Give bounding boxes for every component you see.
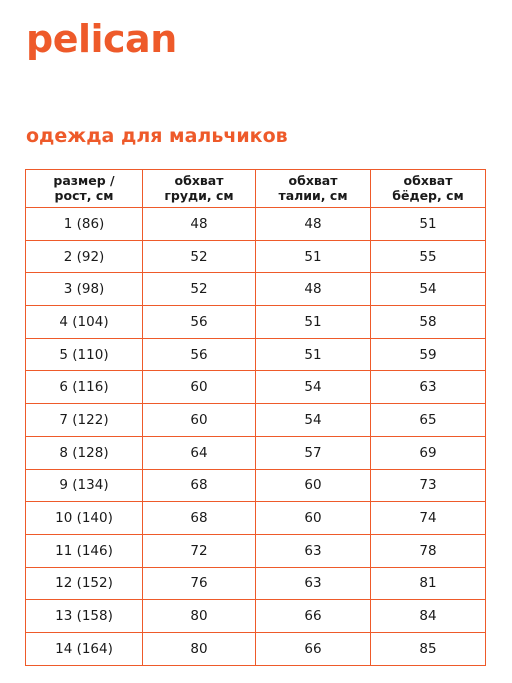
header-line: обхват bbox=[403, 173, 453, 189]
table-row bbox=[26, 306, 486, 339]
cell-hips: 73 bbox=[371, 469, 486, 502]
cell-waist: 48 bbox=[256, 208, 371, 241]
cell-size: 9 (134) bbox=[26, 469, 143, 502]
cell-waist: 48 bbox=[256, 273, 371, 306]
cell-size: 10 (140) bbox=[26, 502, 143, 535]
header-size-height bbox=[26, 170, 143, 208]
table-row bbox=[26, 208, 486, 241]
cell-size: 7 (122) bbox=[26, 404, 143, 437]
cell-hips: 69 bbox=[371, 436, 486, 469]
cell-chest: 68 bbox=[143, 502, 256, 535]
cell-hips: 58 bbox=[371, 306, 486, 339]
cell-waist: 63 bbox=[256, 567, 371, 600]
cell-waist: 60 bbox=[256, 469, 371, 502]
cell-chest: 64 bbox=[143, 436, 256, 469]
cell-chest: 72 bbox=[143, 534, 256, 567]
table-row bbox=[26, 436, 486, 469]
cell-chest: 48 bbox=[143, 208, 256, 241]
cell-chest: 56 bbox=[143, 306, 256, 339]
cell-chest: 60 bbox=[143, 371, 256, 404]
cell-hips: 54 bbox=[371, 273, 486, 306]
header-chest bbox=[143, 170, 256, 208]
cell-size: 3 (98) bbox=[26, 273, 143, 306]
table-row bbox=[26, 600, 486, 633]
brand-logo: pelican bbox=[26, 17, 177, 61]
header-hips bbox=[371, 170, 486, 208]
cell-waist: 54 bbox=[256, 371, 371, 404]
cell-size: 5 (110) bbox=[26, 338, 143, 371]
size-chart-table bbox=[25, 169, 486, 666]
cell-hips: 55 bbox=[371, 240, 486, 273]
cell-chest: 68 bbox=[143, 469, 256, 502]
cell-hips: 51 bbox=[371, 208, 486, 241]
cell-waist: 66 bbox=[256, 600, 371, 633]
cell-waist: 60 bbox=[256, 502, 371, 535]
cell-waist: 51 bbox=[256, 306, 371, 339]
cell-size: 4 (104) bbox=[26, 306, 143, 339]
cell-hips: 59 bbox=[371, 338, 486, 371]
cell-chest: 76 bbox=[143, 567, 256, 600]
cell-chest: 52 bbox=[143, 240, 256, 273]
header-line: бёдер, см bbox=[392, 187, 464, 203]
cell-size: 8 (128) bbox=[26, 436, 143, 469]
header-line: размер / bbox=[53, 173, 115, 189]
table-row bbox=[26, 567, 486, 600]
header-line: обхват bbox=[174, 173, 224, 189]
cell-waist: 51 bbox=[256, 338, 371, 371]
header-waist bbox=[256, 170, 371, 208]
cell-hips: 74 bbox=[371, 502, 486, 535]
cell-hips: 78 bbox=[371, 534, 486, 567]
cell-hips: 81 bbox=[371, 567, 486, 600]
cell-hips: 63 bbox=[371, 371, 486, 404]
cell-size: 14 (164) bbox=[26, 632, 143, 665]
header-line: груди, см bbox=[164, 187, 234, 203]
cell-size: 6 (116) bbox=[26, 371, 143, 404]
cell-hips: 65 bbox=[371, 404, 486, 437]
cell-chest: 56 bbox=[143, 338, 256, 371]
table-row bbox=[26, 371, 486, 404]
table-row bbox=[26, 502, 486, 535]
cell-hips: 84 bbox=[371, 600, 486, 633]
cell-size: 11 (146) bbox=[26, 534, 143, 567]
table-row bbox=[26, 404, 486, 437]
cell-chest: 60 bbox=[143, 404, 256, 437]
cell-size: 2 (92) bbox=[26, 240, 143, 273]
cell-waist: 66 bbox=[256, 632, 371, 665]
header-line: рост, см bbox=[54, 187, 114, 203]
cell-size: 12 (152) bbox=[26, 567, 143, 600]
header-line: талии, см bbox=[278, 187, 348, 203]
cell-waist: 54 bbox=[256, 404, 371, 437]
cell-waist: 51 bbox=[256, 240, 371, 273]
cell-waist: 63 bbox=[256, 534, 371, 567]
cell-size: 13 (158) bbox=[26, 600, 143, 633]
page-subtitle: одежда для мальчиков bbox=[26, 125, 288, 147]
table-header-row bbox=[26, 170, 486, 208]
cell-size: 1 (86) bbox=[26, 208, 143, 241]
table-row bbox=[26, 338, 486, 371]
cell-chest: 80 bbox=[143, 600, 256, 633]
table-row bbox=[26, 240, 486, 273]
cell-chest: 52 bbox=[143, 273, 256, 306]
table-body bbox=[26, 208, 486, 666]
header-line: обхват bbox=[288, 173, 338, 189]
cell-waist: 57 bbox=[256, 436, 371, 469]
table-row bbox=[26, 632, 486, 665]
table-row bbox=[26, 534, 486, 567]
cell-chest: 80 bbox=[143, 632, 256, 665]
table-row bbox=[26, 469, 486, 502]
cell-hips: 85 bbox=[371, 632, 486, 665]
table-row bbox=[26, 273, 486, 306]
